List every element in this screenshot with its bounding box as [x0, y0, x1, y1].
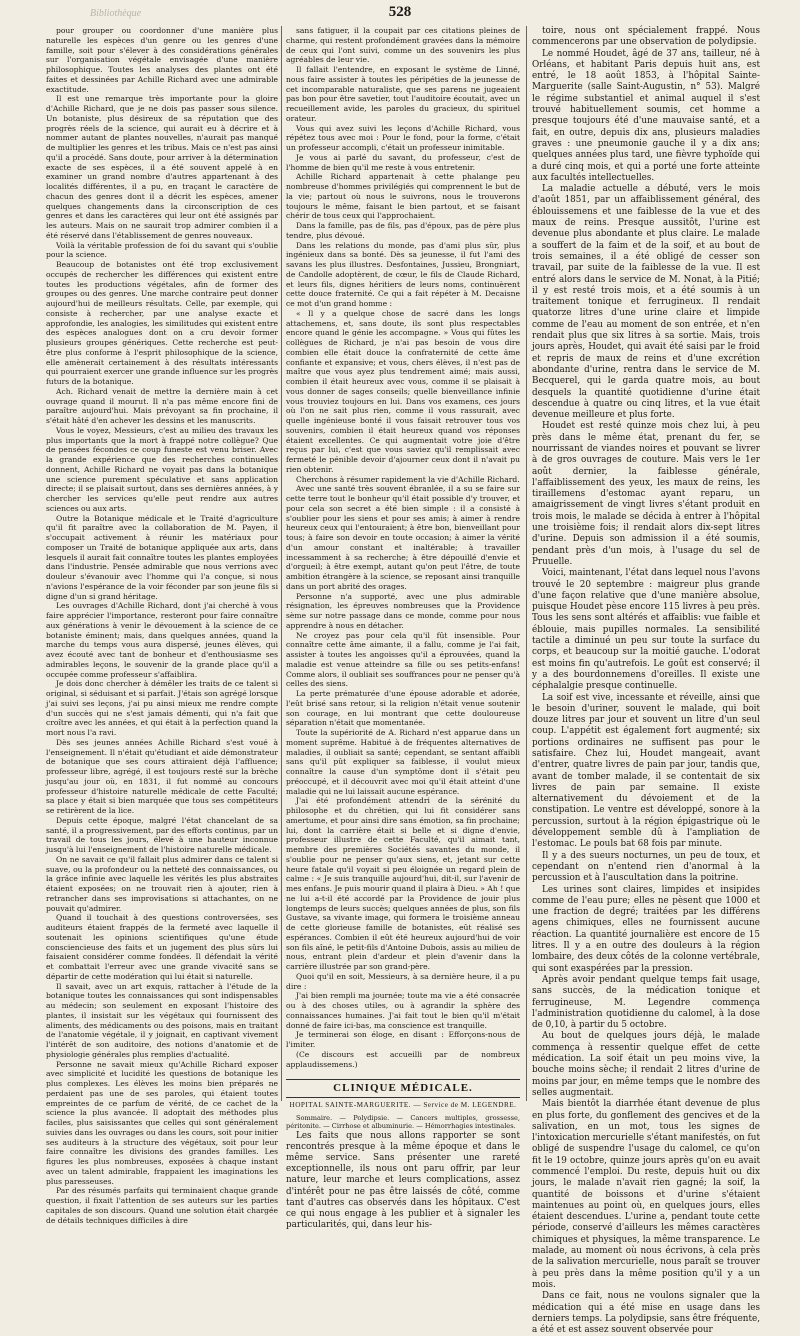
paragraph: La soif est vive, incessante et réveille, ainsi que le besoin d'uriner, souvent le malade, qui boit douze litres par jour et souvent un litre d'un seul coup. L'appétit est également fort augmenté; six portions ordinaires ne suffisent pas pour le satisfaire. Chez lui, Houdet mangeait, avant d'entrer, quatre livres de pain par jour, tandis que, avant de tomber malade, il se contentait de six livres de pain par semaine. Il existe alternativement du dévoiement et de la constipation. Le ventre est développé, sonore à la percussion, surtout à la région épigastrique où le développement semble dû à l'ampliation de l'estomac. Le pouls bat 68 fois par minute. [532, 692, 760, 850]
summary: Sommaire. — Polydipsie. — Cancers multiples, grossesse, péritonite. — Cirrhose et albuminurie. — Hémorrhagies intestinales. [286, 1113, 520, 1131]
paragraph: Après avoir pendant quelque temps fait usage, sans succès, de la médication tonique et ferrugineuse, M. Legendre commença l'administration quotidienne du calomel, à la dose de 0,10, à partir du 5 octobre. [532, 974, 760, 1031]
paragraph: Dans ce fait, nous ne voulons signaler que la médication qui a été mise en usage dans les derniers temps. La polydipsie, sans être fréquente, a été et est assez souvent observée pour [532, 1291, 760, 1336]
paragraph: Voici, maintenant, l'état dans lequel nous l'avons trouvé le 20 septembre : maigreur plus grande d'une façon relative que d'une manière absolue, puisque Houdet pèse encore 115 livres à peu près. Tous les sens sont altérés et affaiblis: vue faible et éblouie, mais pupilles normales. La sensibilité tactile a diminué un peu sur toute la surface du corps, et beaucoup sur la moitié gauche. L'odorat est moins fin qu'autrefois. Le goût est conservé; il y a des bourdonnemens d'oreilles. Il existe une céphalalgie presque continuelle. [532, 568, 760, 692]
paragraph: Houdet est resté quinze mois chez lui, à peu près dans le même état, prenant du fer, se nourrissant de viandes noires et pouvant se livrer à de gros ouvrages de couture. Mais vers le 1er août dernier, la faiblesse générale, l'affaiblissement des yeux, les maux de reins, les tiraillemens d'estomac ayant reparu, un amaigrissement de vingt livres s'étant produit en trois mois, le malade se décida à entrer à l'hôpital une troisième fois; il rendait alors dix-sept litres d'urine. Depuis son admission il a été soumis, pendant près d'un mois, à l'usage du sel de Pruuelle. [532, 421, 760, 567]
paragraph: sans fatiguer, il la coupait par ces citations pleines de charme, qui restent profondément gravées dans la mémoire de ceux qui l'ont suivi, comme un des souvenirs les plus agréables de leur vie. [286, 26, 520, 65]
paragraph: Achille Richard appartenait à cette phalange peu nombreuse d'hommes privilégiés qui comprennent le but de la vie; partout où nous le suivrons, nous le trouverons toujours le même, faisant le bien partout, et se faisant chérir de tous ceux qui l'approchaient. [286, 172, 520, 221]
paragraph: pour grouper ou coordonner d'une manière plus naturelle les espèces d'un genre ou les genres d'une famille, soit pour s'élever à des considérations générales sur l'organisation végétale envisagée d'une manière philosophique. Toutes les analyses des plantes ont été faites et dessinées par Achille Richard avec une admirable exactitude. [46, 26, 278, 94]
column-divider [526, 26, 527, 1101]
paragraph: « Il y a quelque chose de sacré dans les longs attachemens, et, sans doute, ils sont plus respectables encore quand le génie les accompagne. » Vous qui fûtes les collègues de Richard, je n'ai pas besoin de vous dire combien elle était douce la confraternité de cette âme confiante et expansive; et vous, chers élèves, il n'est pas de maître que vous ayez plus tendrement aimé; mais aussi, combien il était heureux avec vous, comme il se plaisait à vous donner de sages conseils; quelle bienveillance infinie vous trouviez toujours en lui. Dans vos examens, ces jours où l'on ne sait plus rien, comme il vous rassurait, avec quelle ingénieuse bonté il vous faisait retrouver tous vos souvenirs, combien il était heureux quand vos réponses étaient excellentes. Ce qui augmentait votre joie d'être reçus par lui, c'est que vous saviez qu'il remplissait avec fermeté le pénible devoir d'ajourner ceux dont il n'avait pu rien obtenir. [286, 308, 520, 474]
column-middle [286, 26, 520, 1231]
hospital-subheading: HOPITAL SAINTE-MARGUERITE. — Service de M. LEGENDRE. [289, 1101, 517, 1109]
library-stamp: Bibliothèque [90, 8, 142, 19]
paragraph: Depuis cette époque, malgré l'état chancelant de sa santé, il a progressivement, par des efforts continus, par un travail de tous les jours, élevé à une hauteur inconnue jusqu'à lui l'enseignement de l'histoire naturelle médicale. [46, 815, 278, 854]
paragraph: Quoi qu'il en soit, Messieurs, à sa dernière heure, il a pu dire : [286, 971, 520, 991]
paragraph: Les urines sont claires, limpides et insipides comme de l'eau pure; elles ne pèsent que 1000 et une fraction de degré; traitées par les différens agens chimiques, elles ne fournissent aucune réaction. La quantité journalière est encore de 15 litres. Il y a en outre des douleurs à la région lombaire, des deux côtés de la colonne vertébrale, qui sont exaspérées par la pression. [532, 884, 760, 974]
paragraph: Outre la Botanique médicale et le Traité d'agriculture qu'il fit paraître avec la collaboration de M. Payen, il s'occupait activement à réunir les matériaux pour composer un Traité de botanique appliquée aux arts, dans lesquels il aurait fait connaître toutes les plantes employées dans l'industrie. Pensée admirable que nous verrions avec douleur s'évanouir avec l'homme qui l'a conçue, si nous n'avions l'espérance de la voir féconder par son jeune fils si digne d'un si grand héritage. [46, 513, 278, 601]
paragraph: Beaucoup de botanistes ont été trop exclusivement occupés de rechercher les différences qui existent entre toutes les productions végétales, afin de former des groupes ou des genres. Une marche contraire peut donner aujourd'hui de meilleurs résultats. Celle, par exemple, qui consiste à rechercher, par une analyse exacte et approfondie, les analogies, les similitudes qui existent entre des espèces analogues dont on a cru devoir former plusieurs groupes génériques. Cette recherche est peut-être plus conforme à l'esprit philosophique de la science, elle amènerait certainement à des résultats intéressants qui pourraient exercer une grande influence sur les progrès futurs de la botanique. [46, 260, 278, 386]
paragraph: Personne n'a supporté, avec une plus admirable résignation, les épreuves nombreuses que la Providence sème sur notre passage dans ce monde, comme pour nous apprendre à nous en détacher. [286, 591, 520, 630]
paragraph: Par des résumés parfaits qui terminaient chaque grande question, il fixait l'attention de ses auteurs sur les parties capitales de son discours. Quand une solution était chargée de détails techniques difficiles à dire [46, 1186, 278, 1225]
paragraph: J'ai été profondément attendri de la sérénité du philosophe et du chrétien, qui lui fit considérer sans amertume, et pour ainsi dire sans émotion, sa fin prochaine; lui, dont la carrière était si belle et si digne d'envie, professeur illustre de cette Faculté, qu'il aimait tant, membre des premières Sociétés savantes du monde, il s'oublie pour ne penser qu'aux siens, et, jetant sur cette heure fatale qu'il voyait si peu éloignée un regard plein de calme : « Je suis tranquille aujourd'hui, dit-il, sur l'avenir de mes enfans. Je puis mourir quand il plaira à Dieu. » Ah ! que ne lui a-t-il été accordé par la Providence de jouir plus longtemps de leurs succès; quelques années de plus, son fils Gustave, sa vivante image, qui formera le troisième anneau de cette glorieuse famille de botanistes, eût réalisé ses espérances. Combien il eût été heureux aujourd'hui de voir son fils aîné, le petit-fils d'Antoine Dubois, assis au milieu de nous, entrant plein d'ardeur et plein d'avenir dans la carrière illustrée par son grand-père. [286, 796, 520, 971]
paragraph: Il y a des sueurs nocturnes, un peu de toux, et cependant on n'entend rien d'anormal à la percussion et à l'auscultation dans la poitrine. [532, 850, 760, 884]
section-heading: CLINIQUE MÉDICALE. [333, 1082, 473, 1095]
clinic-section-header [286, 1079, 520, 1111]
paragraph: Avec une santé très souvent ébranlée, il a su se faire sur cette terre tout le bonheur qu'il était possible d'y trouver, et pour cela son secret a été bien simple : il a consisté à s'oublier pour les siens et pour ses amis; à aimer à rendre heureux ceux qui l'entouraient; à être bon, bienveillant pour tous; à faire son devoir en toute occasion; à aimer la vérité d'un amour constant et inaltérable; à travailler incessamment à sa recherche; à être dépouillé d'envie et d'orgueil; à être exempt, autant qu'on peut l'être, de toute ambition étrangère à la science, se reposant ainsi tranquille dans un port abrité des orages. [286, 484, 520, 591]
paragraph: Dans les relations du monde, pas d'ami plus sûr, plus ingénieux dans sa bonté. Dès sa jeunesse, il fut l'ami des savans les plus illustres. Desfontaines, Jussieu, Brongniart, de Candolle adoptèrent, de cœur, le fils de Claude Richard, et leurs fils, dignes héritiers de leurs noms, continuèrent cette douce fraternité. Ce qui a fait répéter à M. Decaisne ce mot d'un grand homme : [286, 240, 520, 308]
column-right [532, 26, 760, 1336]
paragraph: Je vous ai parlé du savant, du professeur, c'est de l'homme de bien qu'il me reste à vous entretenir. [286, 152, 520, 172]
paragraph: Il fallait l'entendre, en exposant le système de Linné, nous faire assister à toutes les péripéties de la jeunesse de cet incomparable naturaliste, que ses parens ne jugeaient pas bon pour être savetier, tout l'auditoire écoutait, avec un recueillement avide, les paroles du gracieux, du spirituel orateur. [286, 65, 520, 123]
paragraph: Je dois donc chercher à démêler les traits de ce talent si original, si séduisant et si parfait. J'étais son agrégé lorsque j'ai suivi ses leçons, j'ai pu ainsi mieux me rendre compte d'un succès qui ne s'est jamais démenti, qui n'a fait que croître avec les années, et qui était à la perfection quand la mort nous l'a ravi. [46, 679, 278, 737]
paragraph: Ne croyez pas pour cela qu'il fût insensible. Pour connaître cette âme aimante, il a fallu, comme je l'ai fait, assister à toutes les angoisses qu'il a éprouvées, quand la maladie est venue atteindre sa fille ou ses petits-enfans! Comme alors, il oubliait ses souffrances pour ne penser qu'à celles des siens. [286, 630, 520, 689]
paragraph: Le nommé Houdet, âgé de 37 ans, tailleur, né à Orléans, et habitant Paris depuis huit ans, est entré, le 18 août 1853, à l'hôpital Sainte-Marguerite (salle Saint-Augustin, n° 53). Malgré le régime substantiel et animal auquel il s'est trouvé habituellement soumis, cet homme a presque toujours été d'une mauvaise santé, et a fait, en outre, depuis dix ans, plusieurs maladies graves : une pneumonie gauche il y a dix ans; quelques années plus tard, une fièvre typhoïde qui a duré cinq mois, et qui a porté une forte atteinte aux facultés intellectuelles. [532, 48, 760, 183]
paragraph: Il est une remarque très importante pour la gloire d'Achille Richard, que je ne dois pas passer sous silence. Un botaniste, plus désireux de sa réputation que des progrès réels de la science, qui aurait eu à décrire et à nommer autant de plantes nouvelles, n'aurait pas manqué de multiplier les genres et les tribus. Mais ce n'est pas ainsi qu'il a procédé. Sans doute, pour arriver à la détermination exacte de ses espèces, il a été souvent appelé à en examiner un grand nombre d'autres appartenant à des localités différentes, il a pu, en traçant le caractère de chacun des genres dont il a décrit les espèces, amener quelques changements dans la circonscription de ces genres et dans les caractères qui leur ont été assignés par les auteurs. Mais on ne saurait trop admirer combien il a été réservé dans l'établissement de genres nouveaux. [46, 94, 278, 240]
paragraph: Dès ses jeunes années Achille Richard s'est voué à l'enseignement. Il n'était qu'étudiant et aide démonstrateur de botanique que ses cours attiraient déjà l'affluence; professeur libre, agrégé, il est toujours resté sur la brèche jusqu'au jour où, en 1831, il fut nommé au concours professeur d'histoire naturelle médicale de cette Faculté; sa place y était si bien marquée que tous ses compétiteurs se retirèrent de la lice. [46, 737, 278, 815]
paragraph: Toute la supériorité de A. Richard n'est apparue dans un moment suprême. Habitué à de fréquentes alternatives de maladies, il oubliait sa santé; cependant, se sentant affaibli sans qu'il pût expliquer sa faiblesse, il voulut mieux connaître la cause d'un symptôme dont il s'était peu préoccupé, et il découvrit avec moi qu'il était atteint d'une maladie qui ne lui laissait aucune espérance. [286, 728, 520, 796]
paragraph: Voilà la véritable profession de foi du savant qui s'oublie pour la science. [46, 240, 278, 260]
paragraph: Je terminerai son éloge, en disant : Efforçons-nous de l'imiter. [286, 1030, 520, 1049]
paragraph: Au bout de quelques jours déjà, le malade commença à ressentir quelque effet de cette médication. La soif était un peu moins vive, la bouche moins sèche; il rendait 2 litres d'urine de moins par jour, en même temps que le nombre des selles augmentait. [532, 1031, 760, 1098]
column-divider [281, 26, 282, 1101]
paragraph: Il savait, avec un art exquis, rattacher à l'étude de la botanique toutes les connaissances qui sont indispensables au médecin; son seulement en exposant l'histoire des plantes, il insistait sur les végétaux qui fournissent des aliments, des médicaments ou des poisons, mais en traitant de l'anatomie végétale, il y joignait, en captivant vivement l'intérêt de son auditoire, des notions d'anatomie et de physiologie générales plus remplies d'actualité. [46, 981, 278, 1059]
paragraph: Ach. Richard venait de mettre la dernière main à cet ouvrage quand il mourut. Il n'a pas même encore fini de paraître aujourd'hui. Mais prévoyant sa fin prochaine, il s'était hâté d'en achever les dessins et les manuscrits. [46, 386, 278, 425]
page-number: 528 [388, 4, 412, 20]
paragraph: Vous qui avez suivi les leçons d'Achille Richard, vous répétez tous avec moi : Pour le fond, pour la forme, c'était un professeur accompli, c'était un professeur inimitable. [286, 123, 520, 152]
paragraph: Quand il touchait à des questions controversées, ses auditeurs étaient frappés de la fermeté avec laquelle il soutenait les opinions scientifiques qu'une étude consciencieuse des faits et un jugement des plus sûrs lui faisaient considérer comme fondées. Il défendait la vérité et combattait l'erreur avec une grande vivacité sans se départir de cette modération qui lui était si naturelle. [46, 913, 278, 981]
paragraph: Les ouvrages d'Achille Richard, dont j'ai cherché à vous faire apprécier l'importance, resteront pour faire connaître aux générations à venir le dévouement à la science de ce botaniste éminent; mais, dans quelques années, quand la marche du temps vous aura dispersé, jeunes élèves, qui avez écouté avec tant de bonheur et d'enthousiasme ses admirables leçons, le souvenir de la grande place qu'il a occupée comme professeur s'affaiblira. [46, 601, 278, 679]
rule [286, 1079, 520, 1080]
paragraph: La perte prématurée d'une épouse adorable et adorée, l'eût brisé sans retour, si la religion n'était venue soutenir son courage, en lui montrant que cette douloureuse séparation n'était que momentanée. [286, 689, 520, 728]
paragraph: Mais bientôt la diarrhée étant devenue de plus en plus forte, du gonflement des gencives et de la salivation, en un mot, tous les signes de l'intoxication mercurielle s'étant manifestés, on fut obligé de suspendre l'usage du calomel, ce qu'on fit le 19 octobre, quinze jours après qu'on eu avait commencé l'emploi. Du reste, depuis huit ou dix jours, le malade n'avait rien gagné; la soif, la quantité de boissons et d'urine s'étaient maintenues au point où, en quelques jours, elles étaient descendues. L'urine a, pendant toute cette période, conservé d'ailleurs les mêmes caractères chimiques et physiques, la même transparence. Le malade, au moment où nous écrivons, à cela près de la salivation mercurielle, nous paraît se trouver à peu près dans la même position qu'il y a un mois. [532, 1099, 760, 1290]
clinic-body [286, 1131, 520, 1232]
paragraph: La maladie actuelle a débuté, vers le mois d'août 1851, par un affaiblissement général, des éblouissemens et une faiblesse de la vue et des maux de reins. Presque aussitôt, l'urine est devenue plus abondante et plus claire. Le malade a souffert de la faim et de la soif, et au bout de trois semaines, il a été obligé de cesser son travail, par suite de la faiblesse de la vue. Il est entré alors dans le service de M. Nonat, à la Pitié; il y est resté trois mois, et a été soumis à un traitement tonique et ferrugineux. Il rendait quatorze litres d'une urine claire et limpide comme de l'eau au moment de son entrée, et n'en rendait plus que six litres à sa sortie. Mais, trois jours après, Houdet, qui avait été saisi par le froid et repris de maux de reins et d'une excrétion abondante d'urine, rentra dans le service de M. Becquerel, qui le garda quatre mois, au bout desquels la quantité quotidienne d'urine était descendue à quatre ou cinq litres, et la vue était devenue meilleure et plus forte. [532, 184, 760, 421]
paragraph: Cherchons à résumer rapidement la vie d'Achille Richard. [296, 474, 520, 484]
paragraph: Vous le voyez, Messieurs, c'est au milieu des travaux les plus importants que la mort à frappé notre collègue? Que de pensées fécondes ce coup funeste est venu briser. Avec la grande expérience que des recherches continuelles donnent, Achille Richard ne voyait pas dans la botanique une science purement spéculative et sans application directe; il se plaisait surtout, dans ses dernières années, à y chercher les services qu'elle peut rendre aux autres sciences ou aux arts. [46, 425, 278, 513]
paragraph: Personne ne savait mieux qu'Achille Richard exposer avec simplicité et lucidité les questions de botanique les plus complexes. Les élèves les moins bien préparés ne perdaient pas une de ses paroles, qui étaient toutes empreintes de ce parfum de vérité, de ce cachet de la science la plus avancée. Il adoptait des méthodes plus faciles, plus saisissantes que celles qui sont généralement suivies dans les ouvrages ou dans les cours, soit pour initier ses auditeurs à la structure des végétaux, soit pour leur faire connaître les divisions des grandes familles. Les figures les plus nombreuses, exposées à chaque instant avec un talent admirable, frappaient les imaginations les plus paresseuses. [46, 1059, 278, 1186]
paragraph: toire, nous ont spécialement frappé. Nous commencerons par une observation de polydipsie. [532, 26, 760, 48]
paragraph: (Ce discours est accueilli par de nombreux applaudissemens.) [286, 1049, 520, 1069]
rule [286, 1097, 520, 1098]
column-left [46, 26, 278, 1225]
paragraph: Dans la famille, pas de fils, pas d'époux, pas de père plus tendre, plus dévoué. [286, 221, 520, 240]
eulogy-continuation [286, 26, 520, 1069]
paragraph: J'ai bien rempli ma journée; toute ma vie a été consacrée ou à des choses utiles, ou à agrandir la sphère des connaissances humaines. J'ai fait tout le bien qu'il m'était donné de faire ici-bas, ma conscience est tranquille. [286, 991, 520, 1030]
paragraph: Les faits que nous allons rapporter se sont rencontrés presque à la même époque et dans le même service. Sans présenter une rareté exceptionnelle, ils nous ont paru offrir, par leur nature, leur marche et leurs complications, assez d'intérêt pour ne pas être laissés de côté, comme tant d'autres cas observés dans les hôpitaux. C'est ce qui nous engage à les publier et à signaler les particularités, qui, dans leur his- [286, 1130, 520, 1231]
paragraph: On ne savait ce qu'il fallait plus admirer dans ce talent si suave, ou la profondeur ou la netteté des connaissances, ou la grâce infinie avec laquelle les vérités les plus abstraites étaient exposées; on ne trouvait rien à ajouter, rien à retrancher dans ses improvisations si attachantes, on ne pouvait qu'admirer. [46, 854, 278, 913]
